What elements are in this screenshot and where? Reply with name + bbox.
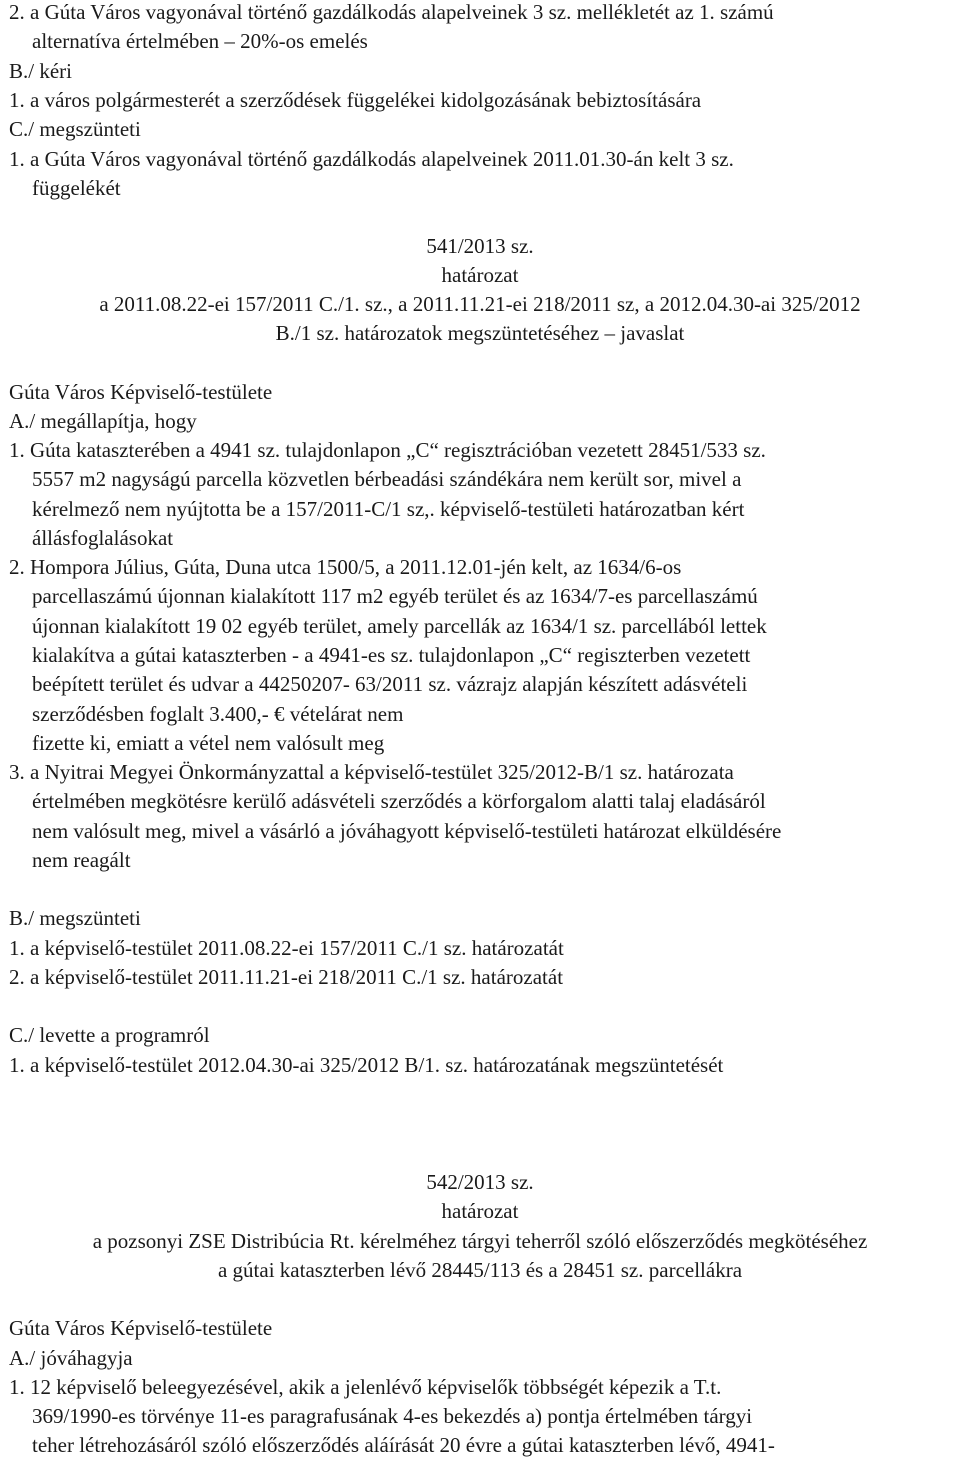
body-line: fizette ki, emiatt a vétel nem valósult meg [32,731,385,755]
intro-line: függelékét [32,176,121,200]
body-line: értelmében megkötésre kerülő adásvételi szerződés a körforgalom alatti talaj eladásáról [32,789,766,813]
body-line: A./ megállapítja, hogy [9,409,197,433]
body-line: 1. a képviselő-testület 2012.04.30-ai 325/2012 B/1. sz. határozatának megszüntetését [9,1053,724,1077]
resolution-title: a gútai kataszterben lévő 28445/113 és a 28451 sz. parcellákra [217,1258,743,1282]
resolution-number: 542/2013 sz. [426,1170,534,1194]
intro-line: B./ kéri [9,59,72,83]
body-line: parcellaszámú újonnan kialakított 117 m2 egyéb terület és az 1634/7-es parcellaszámú [32,584,758,608]
body-line: teher létrehozásáról szóló előszerződés aláírását 20 évre a gútai kataszterben lévő, 4941- [32,1433,775,1457]
body-line: kialakítva a gútai kataszterben - a 4941-es sz. tulajdonlapon „C“ regiszterben vezetett [32,643,751,667]
resolution-title: a 2011.08.22-ei 157/2011 C./1. sz., a 2011.11.21-ei 218/2011 sz, a 2012.04.30-ai 325/2012 [99,292,861,316]
resolution-title: a pozsonyi ZSE Distribúcia Rt. kérelméhez tárgyi teherről szóló előszerződés megkötéséhez [92,1229,868,1253]
resolution-number: 541/2013 sz. [426,234,534,258]
body-line: újonnan kialakított 19 02 egyéb terület, amely parcellák az 1634/1 sz. parcellából lettek [32,614,767,638]
intro-line: alternatíva értelmében – 20%-os emelés [32,29,368,53]
body-line: állásfoglalásokat [32,526,174,550]
body-line: nem valósult meg, mivel a vásárló a jóváhagyott képviselő-testületi határozat elküldésére [32,819,782,843]
body-line: nem reagált [32,848,131,872]
body-line: 2. a képviselő-testület 2011.11.21-ei 218/2011 C./1 sz. határozatát [9,965,564,989]
resolution-type: határozat [441,1199,519,1223]
body-line: 369/1990-es törvénye 11-es paragrafusának 4-es bekezdés a) pontja értelmében tárgyi [32,1404,753,1428]
body-line: kérelmező nem nyújtotta be a 157/2011-C/1 sz,. képviselő-testületi határozatban kért [32,497,745,521]
body-line: szerződésben foglalt 3.400,- € vételárat nem [32,702,404,726]
resolution-type: határozat [441,263,519,287]
intro-line: C./ megszünteti [9,117,141,141]
body-line: A./ jóváhagyja [9,1346,133,1370]
body-line: 3. a Nyitrai Megyei Önkormányzattal a képviselő-testület 325/2012-B/1 sz. határozata [9,760,734,784]
intro-line: 1. a Gúta Város vagyonával történő gazdálkodás alapelveinek 2011.01.30-án kelt 3 sz. [9,147,734,171]
body-line: Gúta Város Képviselő-testülete [9,1316,273,1340]
body-line: 2. Hompora Július, Gúta, Duna utca 1500/5, a 2011.12.01-jén kelt, az 1634/6-os [9,555,682,579]
body-line: beépített terület és udvar a 44250207- 63/2011 sz. vázrajz alapján készített adásvételi [32,672,748,696]
body-line: 1. Gúta kataszterében a 4941 sz. tulajdonlapon „C“ regisztrációban vezetett 28451/533 sz. [9,438,766,462]
body-line: B./ megszünteti [9,906,141,930]
intro-line: 1. a város polgármesterét a szerződések függelékei kidolgozásának bebiztosítására [9,88,702,112]
body-line: 1. a képviselő-testület 2011.08.22-ei 157/2011 C./1 sz. határozatát [9,936,564,960]
body-line: C./ levette a programról [9,1023,210,1047]
resolution-title: B./1 sz. határozatok megszüntetéséhez – javaslat [275,321,685,345]
body-line: 5557 m2 nagyságú parcella közvetlen bérbeadási szándékára nem került sor, mivel a [32,467,742,491]
body-line: Gúta Város Képviselő-testülete [9,380,273,404]
intro-line: 2. a Gúta Város vagyonával történő gazdálkodás alapelveinek 3 sz. mellékletét az 1. számú [9,0,774,24]
body-line: 1. 12 képviselő beleegyezésével, akik a jelenlévő képviselők többségét képezik a T.t. [9,1375,722,1399]
